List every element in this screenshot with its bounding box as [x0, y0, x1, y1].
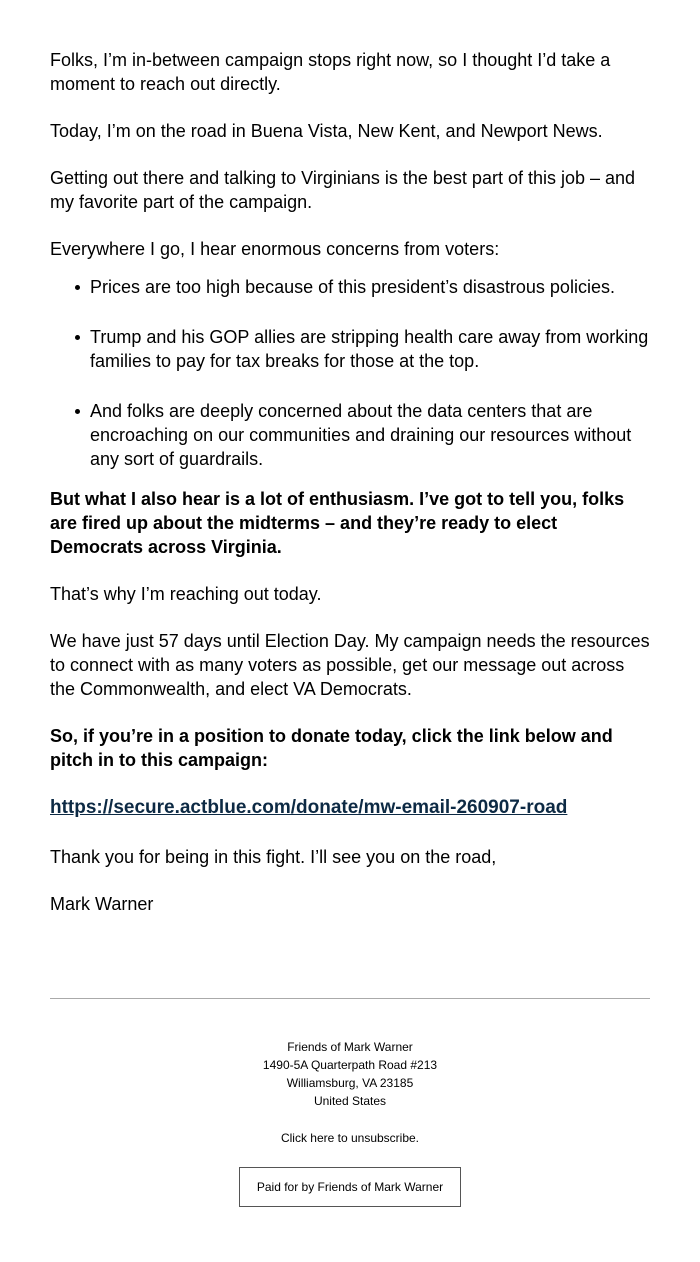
bullet-icon [75, 409, 80, 414]
list-item [90, 275, 650, 299]
thanks-paragraph: Thank you for being in this fight. I’ll see you on the road, [50, 847, 497, 867]
concerns-list [50, 275, 650, 471]
bullet-icon [75, 335, 80, 340]
list-item [90, 399, 650, 471]
reaching-out-paragraph: That’s why I’m reaching out today. [50, 584, 322, 604]
intro-paragraph-2: Today, I’m on the road in Buena Vista, New Kent, and Newport News. [50, 121, 603, 141]
unsubscribe-link[interactable]: Click here to unsubscribe. [280, 1131, 420, 1145]
enthusiasm-paragraph: But what I also hear is a lot of enthusiasm. I’ve got to tell you, folks are fired up about the midterms – and they’re ready to elect Democrats across Virginia. [50, 489, 625, 557]
concern-text: Trump and his GOP allies are stripping health care away from working families to pay for tax breaks for those at the top. [90, 327, 649, 371]
paid-for-disclaimer: Paid for by Friends of Mark Warner [239, 1167, 461, 1207]
footer-org: Friends of Mark Warner [287, 1040, 413, 1054]
intro-paragraph-3: Getting out there and talking to Virginians is the best part of this job – and my favorite part of the campaign. [50, 168, 636, 212]
donate-link-line [50, 795, 650, 821]
footer-city: Williamsburg, VA 23185 [286, 1076, 414, 1090]
donate-ask-paragraph: So, if you’re in a position to donate today, click the link below and pitch in to this campaign: [50, 726, 613, 770]
days-paragraph: We have just 57 days until Election Day. My campaign needs the resources to connect with as many voters as possible, get our message out across the Commonwealth, and elect VA Democrats. [50, 631, 650, 699]
footer-country: United States [313, 1094, 387, 1108]
signature: Mark Warner [50, 894, 154, 914]
footer-street: 1490-5A Quarterpath Road #213 [262, 1058, 438, 1072]
donate-link[interactable]: https://secure.actblue.com/donate/mw-email-260907-road [50, 797, 568, 818]
unsubscribe-line [50, 1129, 650, 1147]
footer [50, 999, 650, 1207]
concern-text: Prices are too high because of this president’s disastrous policies. [90, 277, 615, 297]
list-item [90, 325, 650, 373]
intro-paragraph-1: Folks, I’m in-between campaign stops right now, so I thought I’d take a moment to reach out directly. [50, 50, 611, 94]
intro-paragraph-4: Everywhere I go, I hear enormous concerns from voters: [50, 239, 500, 259]
email-body [50, 0, 650, 1207]
bullet-icon [75, 285, 80, 290]
concern-text: And folks are deeply concerned about the data centers that are encroaching on our communities and draining our resources without any sort of guardrails. [90, 401, 632, 469]
